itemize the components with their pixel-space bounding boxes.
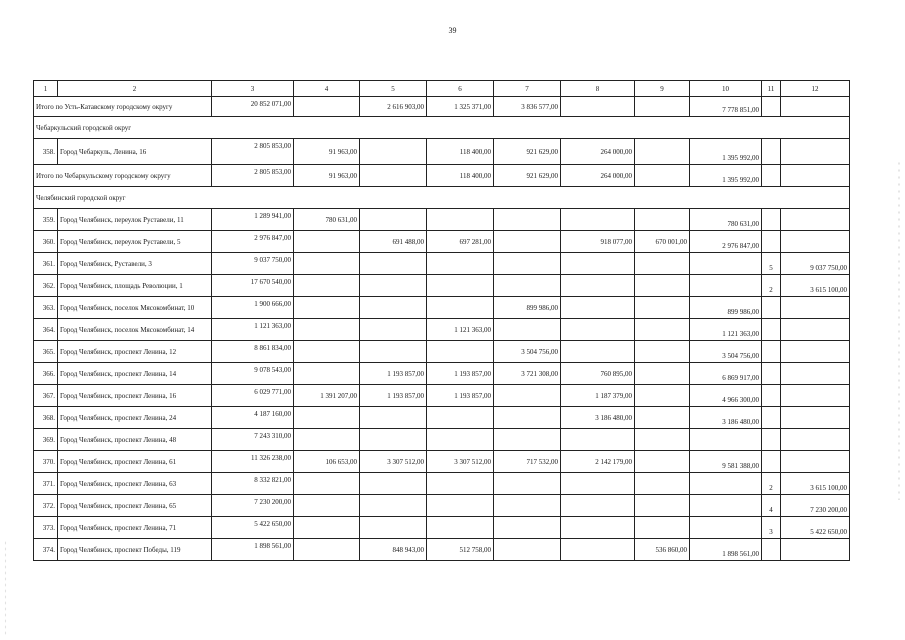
total-label: Итого по Усть-Катавскому городскому округу [34, 97, 212, 117]
value-cell: 8 332 821,00 [212, 473, 294, 495]
value-cell: 3 186 480,00 [561, 407, 635, 429]
value-cell [561, 319, 635, 341]
value-cell: 264 000,00 [561, 165, 635, 187]
table-row [34, 429, 850, 451]
value-cell: 5 422 650,00 [212, 517, 294, 539]
value-cell: 1 898 561,00 [690, 539, 762, 561]
value-cell [635, 495, 690, 517]
value-cell [360, 429, 427, 451]
value-cell [294, 473, 360, 495]
value-cell [635, 275, 690, 297]
col-header: 12 [781, 81, 850, 97]
value-cell [294, 407, 360, 429]
table-body [34, 81, 850, 561]
table-row [34, 231, 850, 253]
value-cell: 780 631,00 [690, 209, 762, 231]
value-cell: 2 805 853,00 [212, 165, 294, 187]
table-row [34, 363, 850, 385]
row-number: 368. [34, 407, 58, 429]
col-header: 7 [494, 81, 561, 97]
value-cell [494, 407, 561, 429]
value-cell: 118 400,00 [427, 139, 494, 165]
table-row [34, 139, 850, 165]
value-cell [635, 319, 690, 341]
value-cell [360, 495, 427, 517]
value-cell: 780 631,00 [294, 209, 360, 231]
value-cell [494, 429, 561, 451]
value-cell [635, 165, 690, 187]
col-header: 2 [58, 81, 212, 97]
value-cell: 3 504 756,00 [690, 341, 762, 363]
value-cell [781, 451, 850, 473]
value-cell: 118 400,00 [427, 165, 494, 187]
total-label: Итого по Чебаркульскому городскому округу [34, 165, 212, 187]
value-cell: 1 325 371,00 [427, 97, 494, 117]
col-header: 8 [561, 81, 635, 97]
value-cell [762, 429, 781, 451]
value-cell [494, 319, 561, 341]
value-cell: 4 187 160,00 [212, 407, 294, 429]
value-cell: 3 836 577,00 [494, 97, 561, 117]
value-cell: 512 758,00 [427, 539, 494, 561]
value-cell [781, 363, 850, 385]
value-cell: 3 307 512,00 [360, 451, 427, 473]
value-cell: 1 193 857,00 [427, 363, 494, 385]
table-row [34, 473, 850, 495]
value-cell [294, 517, 360, 539]
value-cell [294, 341, 360, 363]
row-number: 367. [34, 385, 58, 407]
col-header: 4 [294, 81, 360, 97]
section-row [34, 187, 850, 209]
header-row [34, 81, 850, 97]
address-cell: Город Челябинск, проспект Ленина, 16 [58, 385, 212, 407]
value-cell: 1 289 941,00 [212, 209, 294, 231]
value-cell [294, 319, 360, 341]
value-cell: 1 121 363,00 [212, 319, 294, 341]
scan-artifact [897, 160, 901, 500]
value-cell [294, 297, 360, 319]
value-cell [294, 275, 360, 297]
value-cell: 264 000,00 [561, 139, 635, 165]
value-cell [635, 341, 690, 363]
value-cell [494, 385, 561, 407]
row-number: 366. [34, 363, 58, 385]
address-cell: Город Челябинск, проспект Победы, 119 [58, 539, 212, 561]
value-cell [427, 407, 494, 429]
table-row [34, 451, 850, 473]
address-cell: Город Челябинск, проспект Ленина, 14 [58, 363, 212, 385]
value-cell: 9 581 388,00 [690, 451, 762, 473]
row-number: 361. [34, 253, 58, 275]
value-cell [561, 209, 635, 231]
value-cell [561, 539, 635, 561]
row-number: 372. [34, 495, 58, 517]
total-row [34, 97, 850, 117]
value-cell [294, 539, 360, 561]
value-cell [360, 341, 427, 363]
value-cell [762, 297, 781, 319]
section-title: Чебаркульский городской округ [34, 117, 850, 139]
value-cell [494, 209, 561, 231]
value-cell: 1 121 363,00 [690, 319, 762, 341]
value-cell: 899 986,00 [690, 297, 762, 319]
value-cell [427, 517, 494, 539]
budget-table [33, 80, 850, 561]
value-cell: 3 615 100,00 [781, 275, 850, 297]
value-cell [427, 473, 494, 495]
value-cell [690, 473, 762, 495]
value-cell [635, 297, 690, 319]
row-number: 364. [34, 319, 58, 341]
row-number: 371. [34, 473, 58, 495]
value-cell [762, 97, 781, 117]
table-row [34, 209, 850, 231]
value-cell [360, 253, 427, 275]
value-cell [635, 407, 690, 429]
col-header: 1 [34, 81, 58, 97]
value-cell [635, 385, 690, 407]
address-cell: Город Челябинск, проспект Ленина, 63 [58, 473, 212, 495]
value-cell: 899 986,00 [494, 297, 561, 319]
value-cell: 1 391 207,00 [294, 385, 360, 407]
table-row [34, 517, 850, 539]
address-cell: Город Челябинск, проспект Ленина, 24 [58, 407, 212, 429]
value-cell [360, 297, 427, 319]
value-cell [494, 517, 561, 539]
section-row [34, 117, 850, 139]
address-cell: Город Челябинск, площадь Революции, 1 [58, 275, 212, 297]
value-cell [427, 275, 494, 297]
row-number: 370. [34, 451, 58, 473]
value-cell: 1 900 666,00 [212, 297, 294, 319]
page-number: 39 [448, 26, 457, 35]
value-cell [427, 253, 494, 275]
value-cell: 1 898 561,00 [212, 539, 294, 561]
value-cell [762, 539, 781, 561]
value-cell: 3 504 756,00 [494, 341, 561, 363]
table-row [34, 253, 850, 275]
value-cell [494, 253, 561, 275]
value-cell [690, 253, 762, 275]
table-row [34, 341, 850, 363]
value-cell: 9 037 750,00 [781, 253, 850, 275]
value-cell [781, 231, 850, 253]
value-cell: 2 976 847,00 [212, 231, 294, 253]
value-cell: 6 869 917,00 [690, 363, 762, 385]
value-cell: 921 629,00 [494, 139, 561, 165]
table-row [34, 297, 850, 319]
value-cell [294, 231, 360, 253]
value-cell [762, 363, 781, 385]
value-cell [781, 97, 850, 117]
value-cell [762, 341, 781, 363]
col-header: 10 [690, 81, 762, 97]
value-cell [561, 341, 635, 363]
row-number: 374. [34, 539, 58, 561]
value-cell [781, 407, 850, 429]
value-cell [427, 341, 494, 363]
col-header: 5 [360, 81, 427, 97]
value-cell: 848 943,00 [360, 539, 427, 561]
value-cell: 4 [762, 495, 781, 517]
row-number: 362. [34, 275, 58, 297]
table-row [34, 319, 850, 341]
value-cell [781, 165, 850, 187]
value-cell [762, 139, 781, 165]
value-cell [762, 451, 781, 473]
value-cell [635, 253, 690, 275]
value-cell: 670 001,00 [635, 231, 690, 253]
value-cell [762, 231, 781, 253]
row-number: 360. [34, 231, 58, 253]
value-cell [494, 495, 561, 517]
value-cell: 921 629,00 [494, 165, 561, 187]
value-cell [427, 209, 494, 231]
value-cell: 20 852 071,00 [212, 97, 294, 117]
row-number: 365. [34, 341, 58, 363]
value-cell [635, 363, 690, 385]
col-header: 11 [762, 81, 781, 97]
value-cell: 3 [762, 517, 781, 539]
value-cell [561, 297, 635, 319]
value-cell: 1 395 992,00 [690, 165, 762, 187]
value-cell: 2 [762, 275, 781, 297]
row-number: 369. [34, 429, 58, 451]
address-cell: Город Челябинск, переулок Руставели, 5 [58, 231, 212, 253]
value-cell: 3 615 100,00 [781, 473, 850, 495]
value-cell: 697 281,00 [427, 231, 494, 253]
value-cell [494, 231, 561, 253]
value-cell [762, 209, 781, 231]
value-cell [781, 429, 850, 451]
value-cell: 1 193 857,00 [360, 363, 427, 385]
value-cell [762, 165, 781, 187]
value-cell [781, 385, 850, 407]
value-cell [494, 473, 561, 495]
value-cell: 106 653,00 [294, 451, 360, 473]
value-cell: 91 963,00 [294, 165, 360, 187]
value-cell: 1 187 379,00 [561, 385, 635, 407]
address-cell: Город Челябинск, проспект Ленина, 61 [58, 451, 212, 473]
value-cell: 2 142 179,00 [561, 451, 635, 473]
address-cell: Город Челябинск, проспект Ленина, 71 [58, 517, 212, 539]
value-cell [690, 517, 762, 539]
value-cell [635, 473, 690, 495]
value-cell: 7 243 310,00 [212, 429, 294, 451]
table-row [34, 275, 850, 297]
value-cell: 91 963,00 [294, 139, 360, 165]
address-cell: Город Челябинск, Руставели, 3 [58, 253, 212, 275]
table-row [34, 539, 850, 561]
table-row [34, 495, 850, 517]
table-row [34, 385, 850, 407]
value-cell [427, 495, 494, 517]
value-cell [781, 341, 850, 363]
value-cell [635, 139, 690, 165]
value-cell: 3 186 480,00 [690, 407, 762, 429]
value-cell: 17 670 540,00 [212, 275, 294, 297]
value-cell [427, 297, 494, 319]
value-cell: 4 966 300,00 [690, 385, 762, 407]
value-cell [635, 429, 690, 451]
value-cell [294, 495, 360, 517]
value-cell: 3 721 308,00 [494, 363, 561, 385]
value-cell [690, 495, 762, 517]
address-cell: Город Челябинск, поселок Мясокомбинат, 14 [58, 319, 212, 341]
value-cell [294, 253, 360, 275]
value-cell [561, 97, 635, 117]
total-row [34, 165, 850, 187]
value-cell: 11 326 238,00 [212, 451, 294, 473]
table-row [34, 407, 850, 429]
col-header: 9 [635, 81, 690, 97]
value-cell: 8 861 834,00 [212, 341, 294, 363]
value-cell: 2 [762, 473, 781, 495]
value-cell: 536 860,00 [635, 539, 690, 561]
value-cell [781, 139, 850, 165]
value-cell [762, 319, 781, 341]
address-cell: Город Челябинск, проспект Ленина, 65 [58, 495, 212, 517]
col-header: 3 [212, 81, 294, 97]
address-cell: Город Чебаркуль, Ленина, 16 [58, 139, 212, 165]
value-cell [294, 363, 360, 385]
col-header: 6 [427, 81, 494, 97]
value-cell [294, 429, 360, 451]
address-cell: Город Челябинск, проспект Ленина, 12 [58, 341, 212, 363]
value-cell: 918 077,00 [561, 231, 635, 253]
value-cell [360, 209, 427, 231]
value-cell [635, 97, 690, 117]
value-cell [561, 495, 635, 517]
value-cell [360, 275, 427, 297]
address-cell: Город Челябинск, поселок Мясокомбинат, 10 [58, 297, 212, 319]
value-cell: 1 193 857,00 [427, 385, 494, 407]
value-cell [635, 451, 690, 473]
value-cell [494, 539, 561, 561]
scan-artifact [4, 540, 7, 635]
value-cell [360, 517, 427, 539]
value-cell: 7 230 200,00 [781, 495, 850, 517]
value-cell: 2 616 903,00 [360, 97, 427, 117]
value-cell [762, 385, 781, 407]
value-cell [690, 429, 762, 451]
value-cell [494, 275, 561, 297]
row-number: 358. [34, 139, 58, 165]
value-cell [561, 429, 635, 451]
value-cell [561, 253, 635, 275]
value-cell [635, 517, 690, 539]
value-cell [294, 97, 360, 117]
value-cell [561, 473, 635, 495]
value-cell [360, 407, 427, 429]
value-cell: 1 193 857,00 [360, 385, 427, 407]
value-cell: 2 976 847,00 [690, 231, 762, 253]
value-cell: 7 778 851,00 [690, 97, 762, 117]
value-cell [360, 165, 427, 187]
value-cell: 1 121 363,00 [427, 319, 494, 341]
value-cell [360, 319, 427, 341]
value-cell: 5 422 650,00 [781, 517, 850, 539]
value-cell [360, 473, 427, 495]
value-cell: 2 805 853,00 [212, 139, 294, 165]
value-cell [781, 319, 850, 341]
value-cell: 717 532,00 [494, 451, 561, 473]
value-cell: 691 488,00 [360, 231, 427, 253]
value-cell: 9 078 543,00 [212, 363, 294, 385]
value-cell [690, 275, 762, 297]
value-cell [561, 275, 635, 297]
value-cell [781, 209, 850, 231]
value-cell [781, 297, 850, 319]
row-number: 363. [34, 297, 58, 319]
section-title: Челябинский городской округ [34, 187, 850, 209]
value-cell: 6 029 771,00 [212, 385, 294, 407]
value-cell [635, 209, 690, 231]
value-cell: 5 [762, 253, 781, 275]
value-cell [360, 139, 427, 165]
value-cell [427, 429, 494, 451]
value-cell [762, 407, 781, 429]
value-cell: 760 895,00 [561, 363, 635, 385]
address-cell: Город Челябинск, переулок Руставели, 11 [58, 209, 212, 231]
value-cell [781, 539, 850, 561]
value-cell [561, 517, 635, 539]
row-number: 373. [34, 517, 58, 539]
value-cell: 9 037 750,00 [212, 253, 294, 275]
value-cell: 3 307 512,00 [427, 451, 494, 473]
value-cell: 7 230 200,00 [212, 495, 294, 517]
value-cell: 1 395 992,00 [690, 139, 762, 165]
row-number: 359. [34, 209, 58, 231]
address-cell: Город Челябинск, проспект Ленина, 48 [58, 429, 212, 451]
